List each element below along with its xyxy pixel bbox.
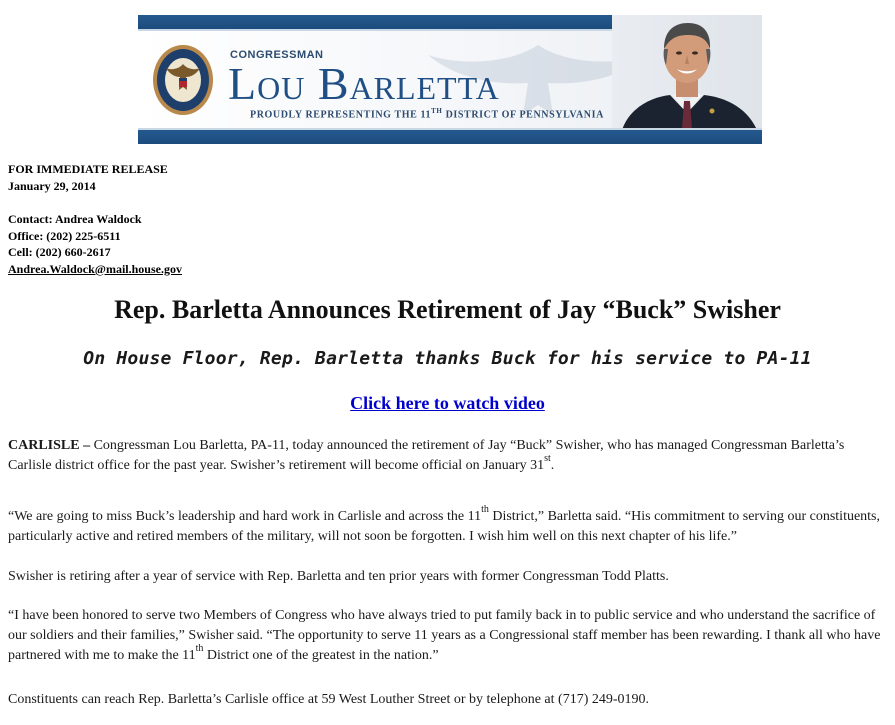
contact-name: Contact: Andrea Waldock <box>8 212 142 226</box>
congressman-portrait-image <box>612 15 762 130</box>
body-paragraph-2: “We are going to miss Buck’s leadership and hard work in Carlisle and across the 11th District,” Barletta said. “His commitment to serving our constituents, particularly active and retired members of the military, will not soon be forgotten. I wish him well on this next chapter of his life.” <box>8 504 881 544</box>
watch-video-link[interactable]: Click here to watch video <box>350 393 545 413</box>
release-date: January 29, 2014 <box>8 178 96 193</box>
body-paragraph-1: CARLISLE – Congressman Lou Barletta, PA-11, today announced the retirement of Jay “Buck” Swisher, who has managed Congressman Barletta’s Carlisle district office for the past year. Swisher’s retirement will become official on January 31st. <box>8 438 845 473</box>
watch-video-container <box>0 393 895 414</box>
contact-cell-phone: Cell: (202) 660-2617 <box>8 245 111 259</box>
press-release-subheadline: On House Floor, Rep. Barletta thanks Buck for his service to PA-11 <box>83 348 812 369</box>
congress-seal-icon <box>152 44 214 116</box>
contact-office-phone: Office: (202) 225-6511 <box>8 228 121 243</box>
banner-tagline: PROUDLY REPRESENTING THE 11TH DISTRICT OF PENNSYLVANIA <box>250 107 604 121</box>
dateline: CARLISLE – <box>8 438 91 453</box>
contact-email-link[interactable]: Andrea.Waldock@mail.house.gov <box>8 261 182 276</box>
banner-title-prefix: CONGRESSMAN <box>230 49 324 61</box>
banner-bottom-bar <box>138 130 762 144</box>
release-contact-block <box>8 161 182 277</box>
body-paragraph-3: Swisher is retiring after a year of service with Rep. Barletta and ten prior years with former Congressman Todd Platts. <box>8 569 669 584</box>
body-paragraph-4: “I have been honored to serve two Members of Congress who have always tried to put family back in to public service and who understand the sacrifice of our soldiers and their families,” Swisher said. “The opportunity to serve 11 years as a Congressional staff member has been rewarding. I thank all who have partnered with me to make the 11th District one of the greatest in the nation.” <box>8 608 881 663</box>
header-banner <box>138 15 762 144</box>
banner-congressman-name: Lou Barletta <box>228 58 500 109</box>
body-paragraph-5: Constituents can reach Rep. Barletta’s Carlisle office at 59 West Louther Street or by telephone at (717) 249-0190. <box>8 692 650 707</box>
press-release-headline: Rep. Barletta Announces Retirement of Jay “Buck” Swisher <box>114 295 781 324</box>
release-label: FOR IMMEDIATE RELEASE <box>8 162 168 176</box>
